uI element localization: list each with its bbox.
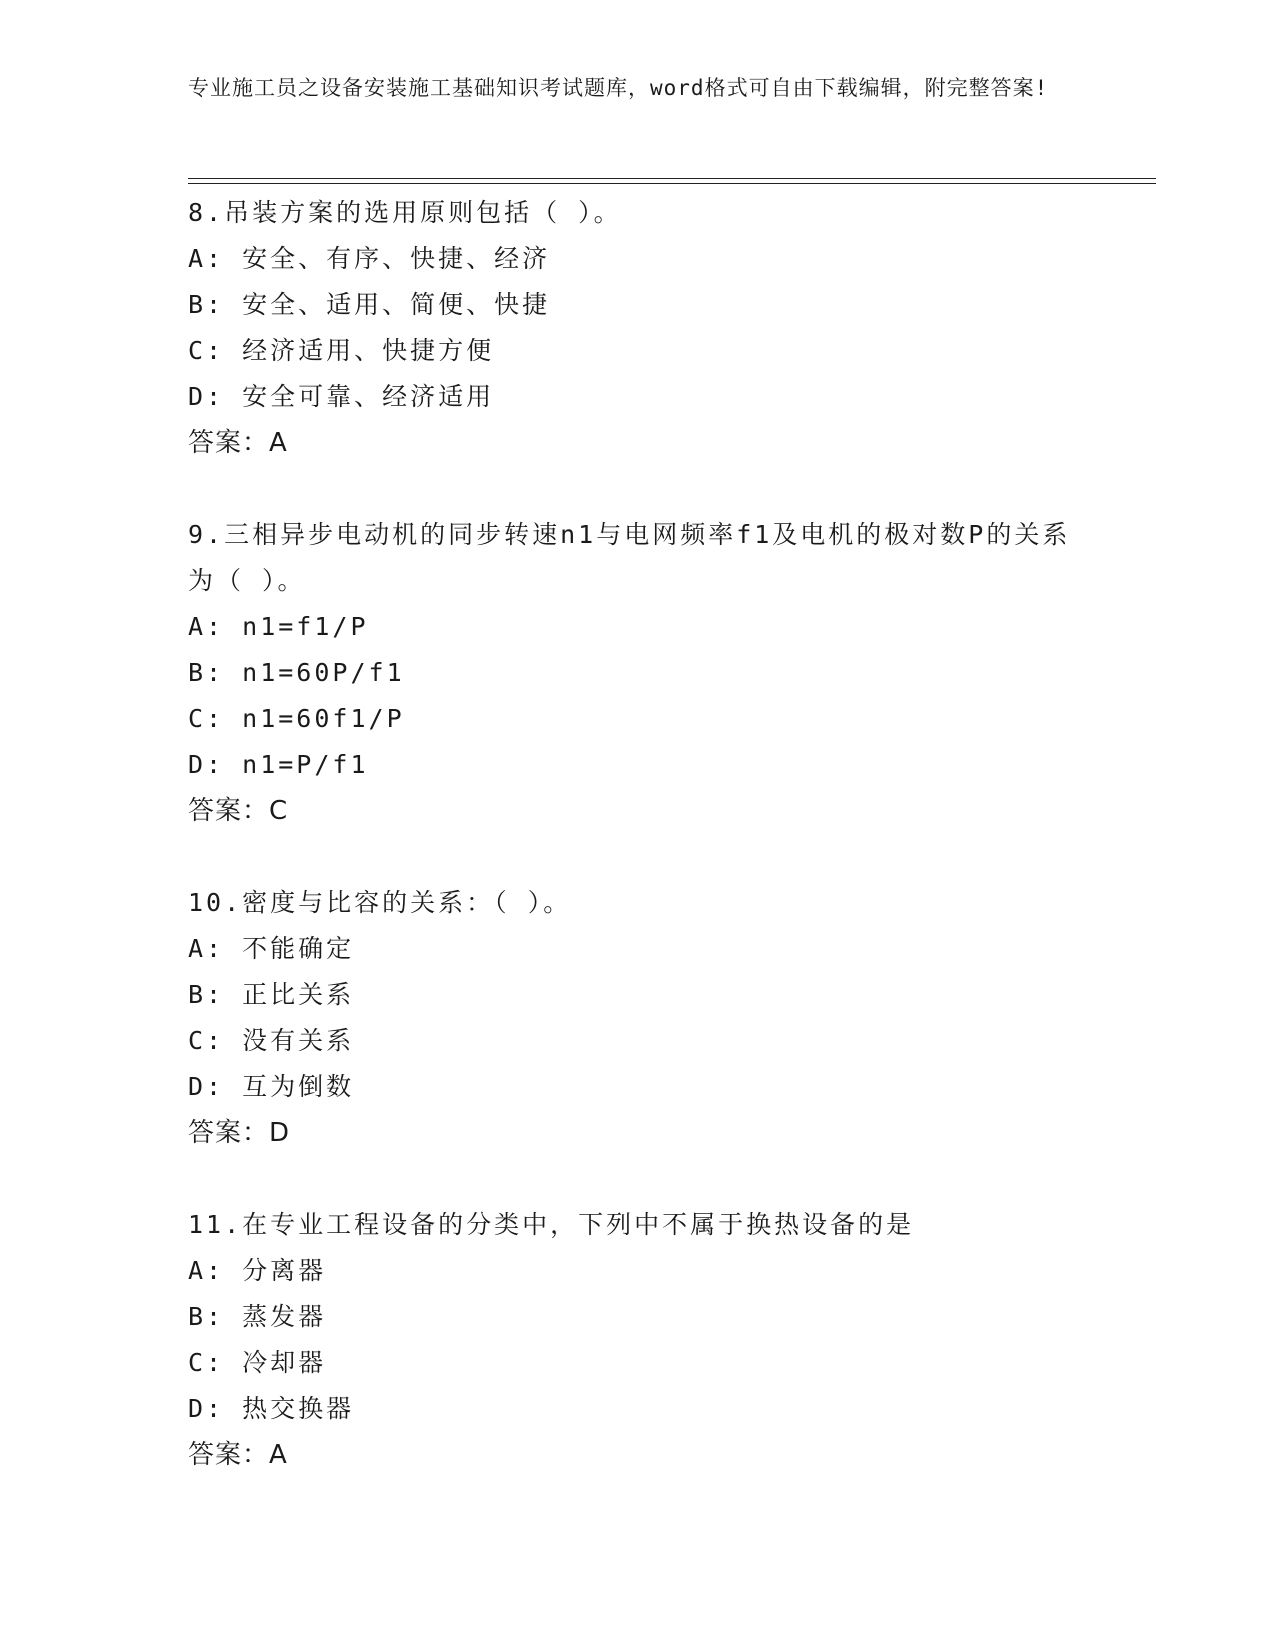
question-9 [188, 512, 1088, 834]
question-11 [188, 1202, 1088, 1478]
option-a: A: 安全、有序、快捷、经济 [188, 244, 551, 273]
option-c: C: n1=60f1/P [188, 704, 405, 733]
answer: 答案：A [188, 1440, 288, 1470]
option-b: B: n1=60P/f1 [188, 658, 405, 687]
option-a: A: n1=f1/P [188, 612, 369, 641]
option-b: B: 安全、适用、简便、快捷 [188, 290, 551, 319]
question-stem: 10.密度与比容的关系：（ ）。 [188, 888, 572, 917]
header-divider-bottom [188, 183, 1156, 184]
question-list [188, 190, 1088, 1524]
option-a: A: 分离器 [188, 1256, 327, 1285]
answer: 答案：D [188, 1118, 291, 1148]
option-a: A: 不能确定 [188, 934, 355, 963]
question-stem: 8.吊装方案的选用原则包括（ ）。 [188, 198, 622, 227]
header-divider-top [188, 178, 1156, 179]
question-10 [188, 880, 1088, 1156]
answer: 答案：C [188, 796, 289, 826]
option-d: D: 安全可靠、经济适用 [188, 382, 495, 411]
option-c: C: 经济适用、快捷方便 [188, 336, 495, 365]
option-c: C: 冷却器 [188, 1348, 327, 1377]
option-d: D: 互为倒数 [188, 1072, 355, 1101]
question-8 [188, 190, 1088, 466]
option-b: B: 正比关系 [188, 980, 355, 1009]
answer: 答案：A [188, 428, 288, 458]
option-b: B: 蒸发器 [188, 1302, 327, 1331]
option-c: C: 没有关系 [188, 1026, 355, 1055]
header-title: 专业施工员之设备安装施工基础知识考试题库，word格式可自由下载编辑，附完整答案! [188, 76, 1049, 100]
question-stem: 9.三相异步电动机的同步转速n1与电网频率f1及电机的极对数P的关系为（ ）。 [188, 520, 1071, 595]
option-d: D: n1=P/f1 [188, 750, 369, 779]
option-d: D: 热交换器 [188, 1394, 355, 1423]
document-header [188, 72, 1068, 105]
question-stem: 11.在专业工程设备的分类中，下列中不属于换热设备的是 [188, 1210, 915, 1239]
